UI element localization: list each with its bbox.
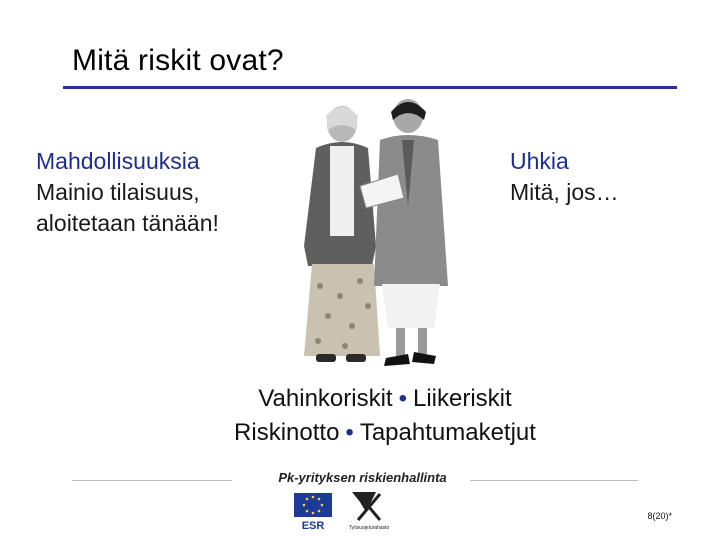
slide-title: Mitä riskit ovat? [72, 44, 284, 77]
opportunities-heading: Mahdollisuuksia [36, 148, 200, 174]
risk-type-damage: Vahinkoriskit [258, 385, 393, 412]
risk-type-event-chains: Tapahtumaketjut [359, 419, 536, 446]
svg-text:Työsuojelurahasto: Työsuojelurahasto [348, 525, 390, 531]
svg-text:ESR: ESR [301, 520, 325, 532]
bullet-separator: • [398, 385, 407, 412]
footer-divider-right [470, 480, 638, 481]
opportunities-block [36, 146, 219, 239]
footer-brand-title: Pk-yrityksen riskienhallinta [278, 470, 447, 485]
title-underline [63, 86, 677, 89]
threats-line-1: Mitä, jos… [510, 179, 619, 205]
risk-types-row-1 [150, 385, 620, 413]
opportunities-line-2: aloitetaan tänään! [36, 210, 219, 236]
risk-type-risk-taking: Riskinotto [234, 419, 340, 446]
two-women-photo [290, 96, 470, 386]
esr-eu-stars-logo [288, 492, 338, 532]
compass-logo [342, 490, 396, 532]
threats-heading: Uhkia [510, 148, 569, 174]
page-number: 8(20)* [647, 511, 672, 521]
bullet-separator: • [345, 419, 354, 446]
opportunities-line-1: Mainio tilaisuus, [36, 179, 200, 205]
footer-divider-left [72, 480, 232, 481]
risk-types-row-2 [150, 419, 620, 447]
risk-type-business: Liikeriskit [413, 385, 512, 412]
threats-block [510, 146, 619, 208]
